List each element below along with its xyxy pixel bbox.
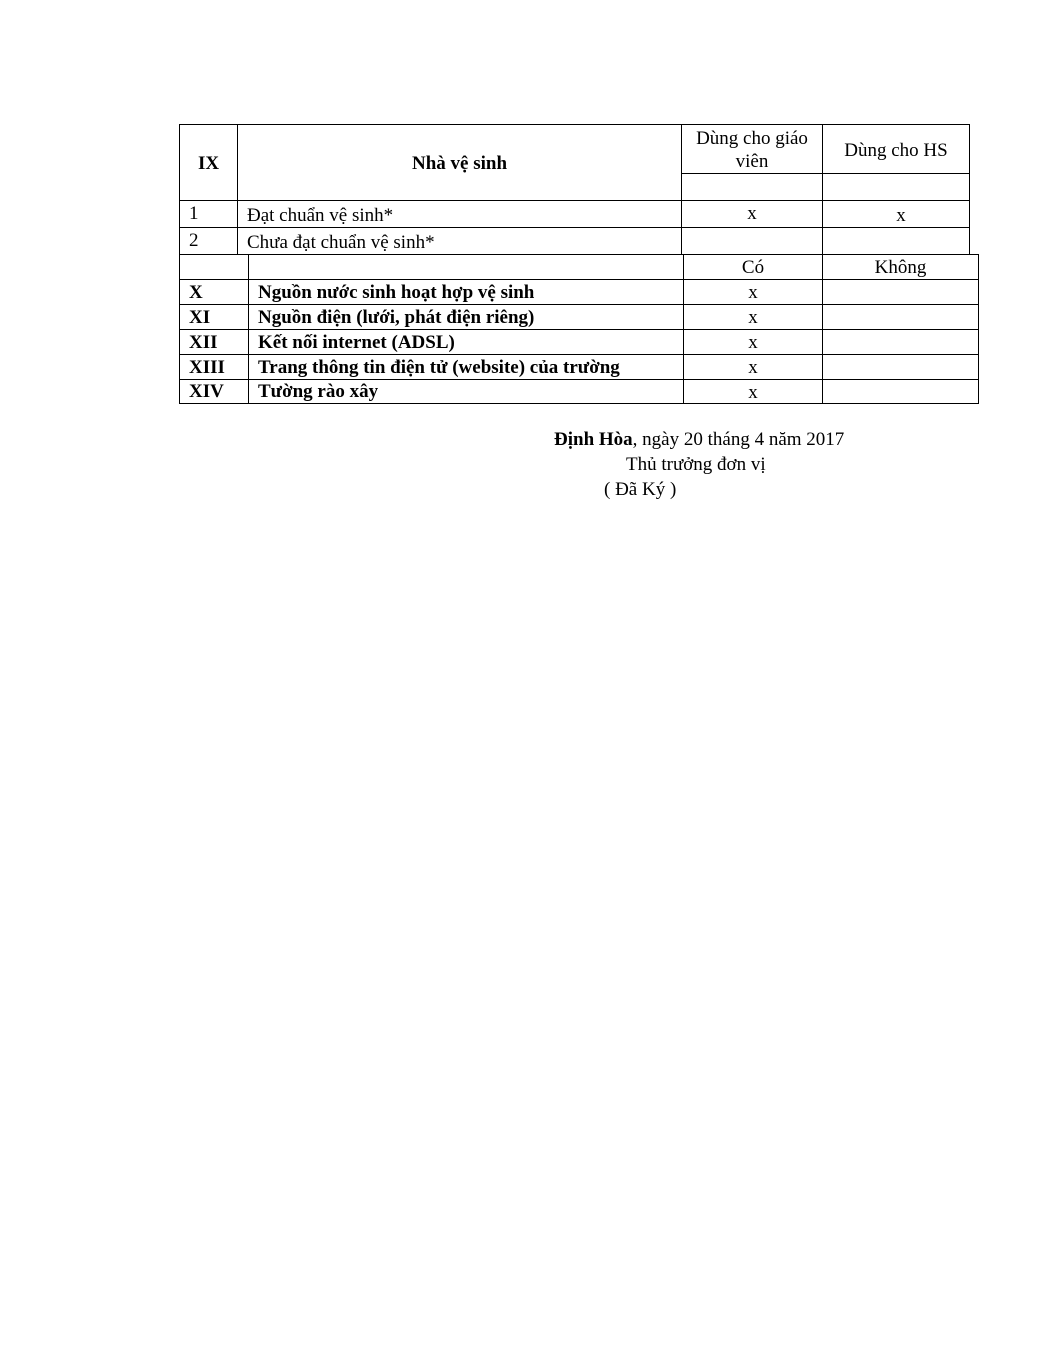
yes-mark: x <box>748 282 758 303</box>
table-cell <box>822 227 970 255</box>
table-cell <box>822 304 979 330</box>
row-label: Kết nối internet (ADSL) <box>258 332 455 353</box>
yes-mark: x <box>748 357 758 378</box>
column-header-teacher-line1: Dùng cho giáo <box>696 128 808 149</box>
student-mark: x <box>896 205 906 226</box>
row-label: Trang thông tin điện tử (website) của trường <box>258 357 620 378</box>
row-number: 1 <box>189 203 199 224</box>
table-cell <box>822 379 979 404</box>
table-cell <box>822 354 979 380</box>
yes-mark: x <box>748 307 758 328</box>
place-name: Định Hòa <box>554 429 633 450</box>
date-line <box>554 429 844 450</box>
row-label: Đạt chuẩn vệ sinh* <box>247 205 394 226</box>
row-code: XIII <box>189 357 225 378</box>
row-code: XII <box>189 332 218 353</box>
table-cell <box>681 227 823 255</box>
row-code: XIV <box>189 381 224 402</box>
row-code: X <box>189 282 203 303</box>
row-label: Nguồn nước sinh hoạt hợp vệ sinh <box>258 282 535 303</box>
row-code: XI <box>189 307 211 328</box>
table-cell <box>248 254 684 280</box>
table-cell <box>822 279 979 305</box>
signer-role: Thủ trưởng đơn vị <box>626 454 766 475</box>
row-label: Nguồn điện (lưới, phát điện riêng) <box>258 307 535 328</box>
section-code: IX <box>197 153 220 174</box>
row-label: Chưa đạt chuẩn vệ sinh* <box>247 232 435 253</box>
date-text: , ngày 20 tháng 4 năm 2017 <box>632 429 845 450</box>
column-header-no-label: Không <box>874 257 927 278</box>
table-cell <box>822 329 979 355</box>
row-number: 2 <box>189 230 199 251</box>
column-header-yes-label: Có <box>741 257 765 278</box>
column-header-teacher-line2: viên <box>735 151 769 172</box>
table-cell <box>681 173 823 201</box>
table-cell <box>179 254 249 280</box>
table-cell <box>822 173 970 201</box>
column-header-student-label: Dùng cho HS <box>844 140 948 161</box>
table-cell <box>179 227 238 255</box>
row-label: Tường rào xây <box>258 381 379 402</box>
teacher-mark: x <box>747 203 757 224</box>
section-title: Nhà vệ sinh <box>411 153 508 174</box>
yes-mark: x <box>748 332 758 353</box>
yes-mark: x <box>748 382 758 403</box>
table-cell <box>179 200 238 228</box>
signed-note: ( Đã Ký ) <box>604 479 677 500</box>
